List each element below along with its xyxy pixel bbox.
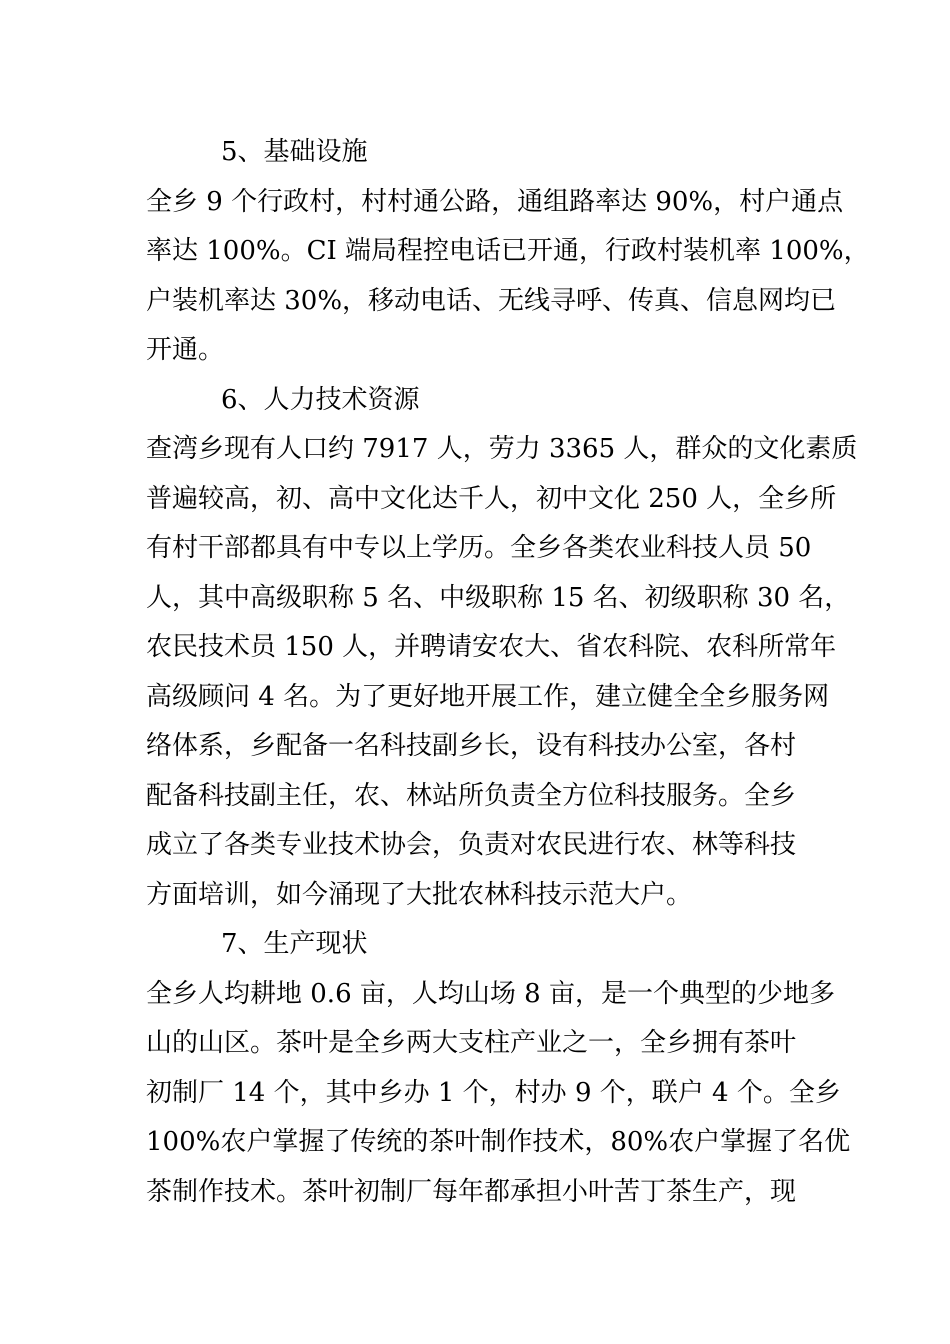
section-infrastructure bbox=[146, 128, 870, 376]
text-line: 初制厂 14 个，其中乡办 1 个，村办 9 个，联户 4 个。全乡 bbox=[146, 1077, 841, 1108]
text-line: 户装机率达 30%，移动电话、无线寻呼、传真、信息网均已 bbox=[146, 285, 837, 316]
text-line: 高级顾问 4 名。为了更好地开展工作，建立健全全乡服务网 bbox=[146, 681, 830, 712]
text-line: 方面培训，如今涌现了大批农林科技示范大户。 bbox=[146, 879, 693, 910]
text-line: 农民技术员 150 人，并聘请安农大、省农科院、农科所常年 bbox=[146, 632, 837, 662]
section-heading: 6、人力技术资源 bbox=[221, 384, 420, 415]
text-line: 率达 100%。CI 端局程控电话已开通，行政村装机率 100%， bbox=[146, 236, 870, 266]
text-line: 开通。 bbox=[146, 335, 225, 365]
section-production-status bbox=[146, 920, 851, 1217]
text-line: 100%农户掌握了传统的茶叶制作技术，80%农户掌握了名优 bbox=[146, 1127, 851, 1157]
text-line: 茶制作技术。茶叶初制厂每年都承担小叶苦丁茶生产，现 bbox=[146, 1176, 797, 1207]
text-line: 山的山区。茶叶是全乡两大支柱产业之一，全乡拥有茶叶 bbox=[146, 1028, 797, 1058]
section-heading: 5、基础设施 bbox=[221, 137, 368, 167]
text-line: 全乡 9 个行政村，村村通公路，通组路率达 90%，村户通点 bbox=[146, 186, 844, 217]
text-line: 成立了各类专业技术协会，负责对农民进行农、林等科技 bbox=[146, 830, 797, 860]
text-line: 普遍较高，初、高中文化达千人，初中文化 250 人，全乡所 bbox=[146, 483, 837, 514]
text-line: 人，其中高级职称 5 名、中级职称 15 名、初级职称 30 名， bbox=[146, 582, 851, 613]
text-line: 有村干部都具有中专以上学历。全乡各类农业科技人员 50 bbox=[146, 533, 812, 563]
text-line: 全乡人均耕地 0.6 亩，人均山场 8 亩，是一个典型的少地多 bbox=[146, 978, 835, 1009]
text-line: 查湾乡现有人口约 7917 人，劳力 3365 人，群众的文化素质 bbox=[146, 434, 858, 464]
section-heading: 7、生产现状 bbox=[221, 929, 368, 959]
text-line: 配备科技副主任，农、林站所负责全方位科技服务。全乡 bbox=[146, 780, 797, 811]
section-human-resources bbox=[146, 376, 858, 921]
document-body bbox=[146, 128, 870, 1217]
text-line: 络体系，乡配备一名科技副乡长，设有科技办公室，各村 bbox=[146, 731, 797, 761]
